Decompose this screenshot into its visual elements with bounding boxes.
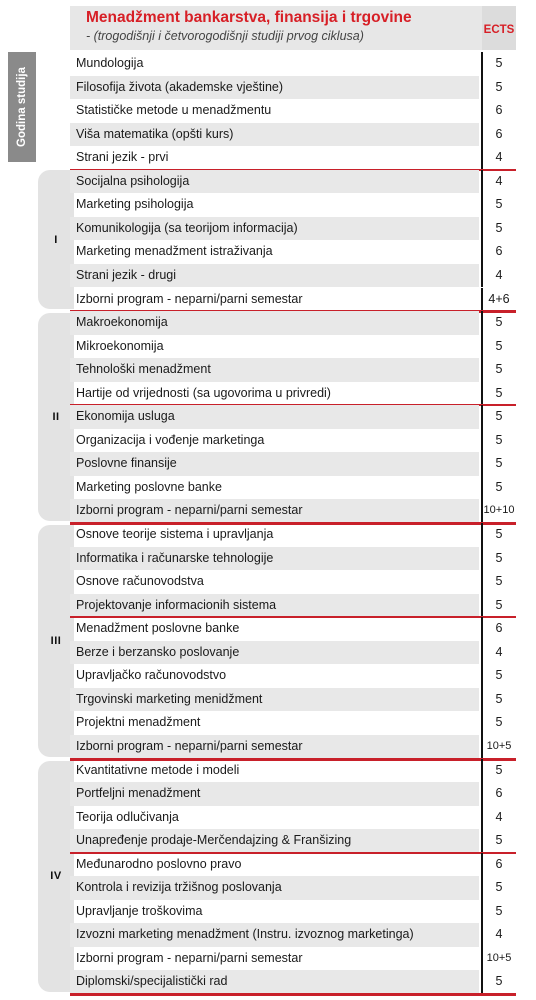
subject-name: Socijalna psihologija bbox=[70, 170, 479, 194]
table-row bbox=[70, 311, 516, 335]
year-block bbox=[38, 525, 74, 757]
table-row bbox=[70, 523, 516, 547]
table-row bbox=[70, 594, 516, 618]
ects-value: 5 bbox=[481, 900, 515, 924]
table-row bbox=[70, 217, 516, 241]
subject-name: Diplomski/specijalistički rad bbox=[70, 970, 479, 994]
subject-name: Izborni program - neparni/parni semestar bbox=[76, 950, 303, 965]
subject-name: Unapređenje prodaje-Merčendajzing & Franšizing bbox=[70, 829, 479, 853]
ects-value: 5 bbox=[481, 476, 515, 500]
subject-name: Osnove računovodstva bbox=[76, 574, 204, 589]
year-of-study-text: Godina studija bbox=[16, 67, 28, 147]
subject-name: Izborni program - neparni/parni semestar bbox=[70, 499, 479, 523]
year-numeral: III bbox=[50, 634, 62, 647]
ects-value: 5 bbox=[481, 405, 515, 429]
ects-value: 5 bbox=[481, 570, 515, 594]
subject-name: Menadžment poslovne banke bbox=[76, 621, 240, 636]
ects-value: 4+6 bbox=[481, 288, 515, 312]
table-row bbox=[70, 664, 516, 688]
ects-value: 4 bbox=[481, 170, 515, 194]
subject-name: Ekonomija usluga bbox=[70, 405, 479, 429]
ects-value: 4 bbox=[481, 923, 515, 947]
subject-name: Viša matematika (opšti kurs) bbox=[70, 123, 479, 147]
ects-value: 5 bbox=[481, 876, 515, 900]
ects-value: 5 bbox=[481, 52, 515, 76]
table-row bbox=[70, 193, 516, 217]
ects-column-header: ECTS bbox=[483, 24, 515, 36]
ects-value: 5 bbox=[481, 429, 515, 453]
table-row bbox=[70, 170, 516, 194]
table-row bbox=[70, 405, 516, 429]
subject-name: Komunikologija (sa teorijom informacija) bbox=[70, 217, 479, 241]
table-row bbox=[70, 923, 516, 947]
ects-value: 5 bbox=[481, 688, 515, 712]
subject-name: Mundologija bbox=[76, 56, 144, 70]
subject-name: Kvantitativne metode i modeli bbox=[76, 762, 240, 777]
subject-name: Makroekonomija bbox=[70, 311, 479, 335]
table-row bbox=[70, 617, 516, 641]
ects-value: 5 bbox=[481, 452, 515, 476]
subject-name: Osnove teorije sistema i upravljanja bbox=[76, 527, 274, 541]
ects-value: 5 bbox=[481, 594, 515, 618]
ects-value: 6 bbox=[481, 99, 515, 123]
subject-name: Strani jezik - prvi bbox=[76, 150, 169, 165]
table-row bbox=[70, 806, 516, 830]
ects-value: 5 bbox=[481, 711, 515, 735]
ects-value: 4 bbox=[481, 641, 515, 665]
year-of-study-label bbox=[8, 52, 36, 162]
year-block bbox=[38, 170, 74, 309]
subject-name: Filosofija života (akademske vještine) bbox=[70, 76, 479, 100]
year-numeral: II bbox=[52, 411, 60, 424]
subject-name: Mikroekonomija bbox=[76, 338, 164, 353]
ects-value: 5 bbox=[481, 382, 515, 406]
table-row bbox=[70, 382, 516, 406]
ects-value: 5 bbox=[481, 523, 515, 547]
subject-name: Berze i berzansko poslovanje bbox=[70, 641, 479, 665]
subject-name: Portfeljni menadžment bbox=[70, 782, 479, 806]
table-row bbox=[70, 853, 516, 877]
subject-name: Marketing poslovne banke bbox=[76, 479, 222, 494]
subject-name: Hartije od vrijednosti (sa ugovorima u privredi) bbox=[76, 385, 331, 400]
subject-name: Marketing menadžment istraživanja bbox=[76, 244, 273, 259]
year-numeral: IV bbox=[50, 870, 62, 883]
ects-value: 5 bbox=[481, 358, 515, 382]
table-row bbox=[70, 970, 516, 994]
ects-value: 5 bbox=[481, 193, 515, 217]
ects-value: 5 bbox=[481, 311, 515, 335]
subject-name: Marketing psihologija bbox=[76, 197, 194, 212]
table-row bbox=[70, 358, 516, 382]
table-row bbox=[70, 499, 516, 523]
table-row bbox=[70, 570, 516, 594]
table-row bbox=[70, 947, 516, 971]
subject-name: Teorija odlučivanja bbox=[76, 809, 179, 824]
table-row bbox=[70, 52, 516, 76]
subject-name: Izborni program - neparni/parni semestar bbox=[70, 735, 479, 759]
year-block bbox=[38, 761, 74, 993]
subject-name: Izborni program - neparni/parni semestar bbox=[76, 291, 303, 306]
ects-value: 5 bbox=[481, 664, 515, 688]
page-title: Menadžment bankarstva, finansija i trgovine bbox=[86, 9, 412, 26]
year-divider bbox=[70, 993, 516, 996]
table-row bbox=[70, 547, 516, 571]
subject-name: Poslovne finansije bbox=[70, 452, 479, 476]
ects-value: 4 bbox=[481, 146, 515, 170]
ects-value: 5 bbox=[481, 759, 515, 783]
subject-name: Organizacija i vođenje marketinga bbox=[76, 432, 265, 447]
subject-name: Izvozni marketing menadžment (Instru. izvoznog marketinga) bbox=[70, 923, 479, 947]
ects-value: 6 bbox=[481, 123, 515, 147]
table-row bbox=[70, 288, 516, 312]
ects-value: 5 bbox=[481, 829, 515, 853]
ects-value: 5 bbox=[481, 217, 515, 241]
table-row bbox=[70, 335, 516, 359]
subject-name: Tehnološki menadžment bbox=[70, 358, 479, 382]
subject-name: Informatika i računarske tehnologije bbox=[70, 547, 479, 571]
subject-name: Projektni menadžment bbox=[76, 715, 201, 730]
subject-name: Upravljačko računovodstvo bbox=[76, 668, 227, 683]
page-subtitle: - (trogodišnji i četvorogodišnji studiji prvog ciklusa) bbox=[86, 29, 364, 43]
table-row bbox=[70, 146, 516, 170]
table-row bbox=[70, 429, 516, 453]
ects-value: 5 bbox=[481, 547, 515, 571]
subject-name: Međunarodno poslovno pravo bbox=[76, 856, 242, 871]
table-row bbox=[70, 76, 516, 100]
table-row bbox=[70, 688, 516, 712]
ects-value: 10+10 bbox=[481, 499, 515, 523]
table-row bbox=[70, 876, 516, 900]
table-row bbox=[70, 99, 516, 123]
table-row bbox=[70, 641, 516, 665]
ects-value: 5 bbox=[481, 76, 515, 100]
ects-value: 10+5 bbox=[481, 947, 515, 971]
table-row bbox=[70, 264, 516, 288]
table-row bbox=[70, 829, 516, 853]
ects-value: 6 bbox=[481, 853, 515, 877]
ects-value: 10+5 bbox=[481, 735, 515, 759]
ects-value: 4 bbox=[481, 264, 515, 288]
ects-value: 5 bbox=[481, 335, 515, 359]
subject-name: Statističke metode u menadžmentu bbox=[76, 103, 272, 118]
table-row bbox=[70, 476, 516, 500]
ects-value: 4 bbox=[481, 806, 515, 830]
table-row bbox=[70, 123, 516, 147]
table-row bbox=[70, 452, 516, 476]
table-row bbox=[70, 782, 516, 806]
subject-name: Upravljanje troškovima bbox=[76, 903, 203, 918]
subject-name: Trgovinski marketing menidžment bbox=[70, 688, 479, 712]
year-block bbox=[38, 313, 74, 521]
subject-name: Projektovanje informacionih sistema bbox=[70, 594, 479, 618]
subject-name: Kontrola i revizija tržišnog poslovanja bbox=[70, 876, 479, 900]
table-row bbox=[70, 900, 516, 924]
table-row bbox=[70, 240, 516, 264]
table-row bbox=[70, 735, 516, 759]
table-row bbox=[70, 711, 516, 735]
ects-value: 6 bbox=[481, 782, 515, 806]
ects-value: 6 bbox=[481, 240, 515, 264]
table-row bbox=[70, 759, 516, 783]
year-numeral: I bbox=[54, 233, 58, 246]
ects-value: 6 bbox=[481, 617, 515, 641]
ects-value: 5 bbox=[481, 970, 515, 994]
subject-name: Strani jezik - drugi bbox=[70, 264, 479, 288]
